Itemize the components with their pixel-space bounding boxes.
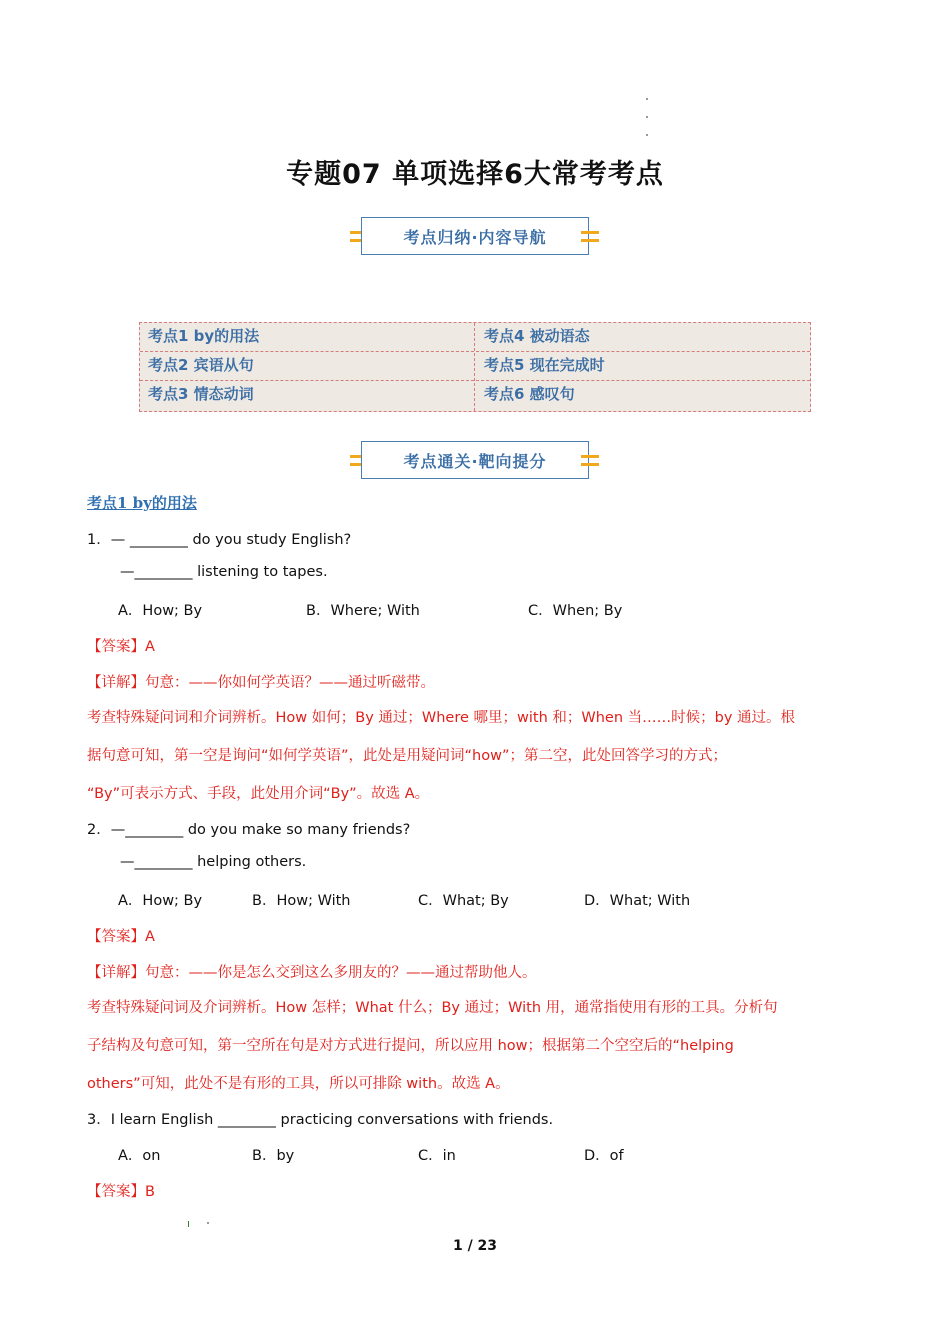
option-d: D．What; With (584, 893, 691, 909)
question-stem: 3．I learn English ________ practicing conversations with friends. (87, 1112, 554, 1128)
explanation-line: “By”可表示方式、手段，此处用介词“By”。故选 A。 (87, 786, 430, 802)
toc-item[interactable]: 考点3 情态动词 (148, 385, 254, 403)
option-b: B．How; With (252, 893, 351, 909)
toc-item[interactable]: 考点1 by的用法 (148, 327, 260, 345)
question-stem: 1．— ________ do you study English? (87, 532, 352, 548)
explanation-line: 考查特殊疑问词及介词辨析。How 怎样；What 什么；By 通过；With 用，通常指使用有形的工具。分析句 (87, 1000, 778, 1016)
decorative-dot (646, 98, 648, 100)
option-b: B．Where; With (306, 603, 420, 619)
toc-item[interactable]: 考点4 被动语态 (484, 327, 590, 345)
option-c: C．When; By (528, 603, 623, 619)
toc-row (140, 352, 810, 381)
toc-item[interactable]: 考点5 现在完成时 (484, 356, 605, 374)
option-a: A．How; By (118, 893, 203, 909)
toc-row (140, 381, 810, 410)
option-c: C．What; By (418, 893, 509, 909)
answer: 【答案】A (87, 639, 155, 655)
question-reply: —________ helping others. (120, 854, 307, 870)
decorative-mark (188, 1221, 189, 1227)
toc-item[interactable]: 考点6 感叹句 (484, 385, 575, 403)
answer: 【答案】B (87, 1184, 155, 1200)
option-a: A．on (118, 1148, 161, 1164)
option-d: D．of (584, 1148, 624, 1164)
explanation-line: 子结构及句意可知，第一空所在句是对方式进行提问，所以应用 how；根据第二个空空后的“helping (87, 1038, 734, 1054)
section-heading[interactable]: 考点1 by的用法 (87, 494, 197, 512)
page-title: 专题07 单项选择6大常考考点 (286, 159, 664, 190)
explanation-line: 考查特殊疑问词和介词辨析。How 如何；By 通过；Where 哪里；with 和；When 当……时候；by 通过。根 (87, 710, 796, 726)
explanation-line: 据句意可知，第一空是询问“如何学英语”，此处是用疑问词“how”；第二空，此处回答学习的方式； (87, 748, 727, 764)
banner-navigation: 考点归纳·内容导航 (361, 217, 589, 255)
toc-table (139, 322, 811, 412)
banner-practice: 考点通关·靶向提分 (361, 441, 589, 479)
page-number: 1 / 23 (452, 1238, 498, 1254)
banner-decoration-icon (581, 455, 599, 466)
explanation-line: others”可知，此处不是有形的工具，所以可排除 with。故选 A。 (87, 1076, 510, 1092)
detail: 【详解】句意：——你如何学英语？——通过听磁带。 (87, 675, 435, 691)
toc-row (140, 323, 810, 352)
decorative-dot (646, 134, 648, 136)
question-stem: 2．—________ do you make so many friends? (87, 822, 411, 838)
banner-decoration-icon (581, 231, 599, 242)
option-c: C．in (418, 1148, 456, 1164)
question-reply: —________ listening to tapes. (120, 564, 328, 580)
decorative-dot (207, 1222, 209, 1224)
decorative-dot (646, 116, 648, 118)
detail: 【详解】句意：——你是怎么交到这么多朋友的？——通过帮助他人。 (87, 965, 537, 981)
option-b: B．by (252, 1148, 295, 1164)
toc-item[interactable]: 考点2 宾语从句 (148, 356, 254, 374)
option-a: A．How; By (118, 603, 203, 619)
answer: 【答案】A (87, 929, 155, 945)
